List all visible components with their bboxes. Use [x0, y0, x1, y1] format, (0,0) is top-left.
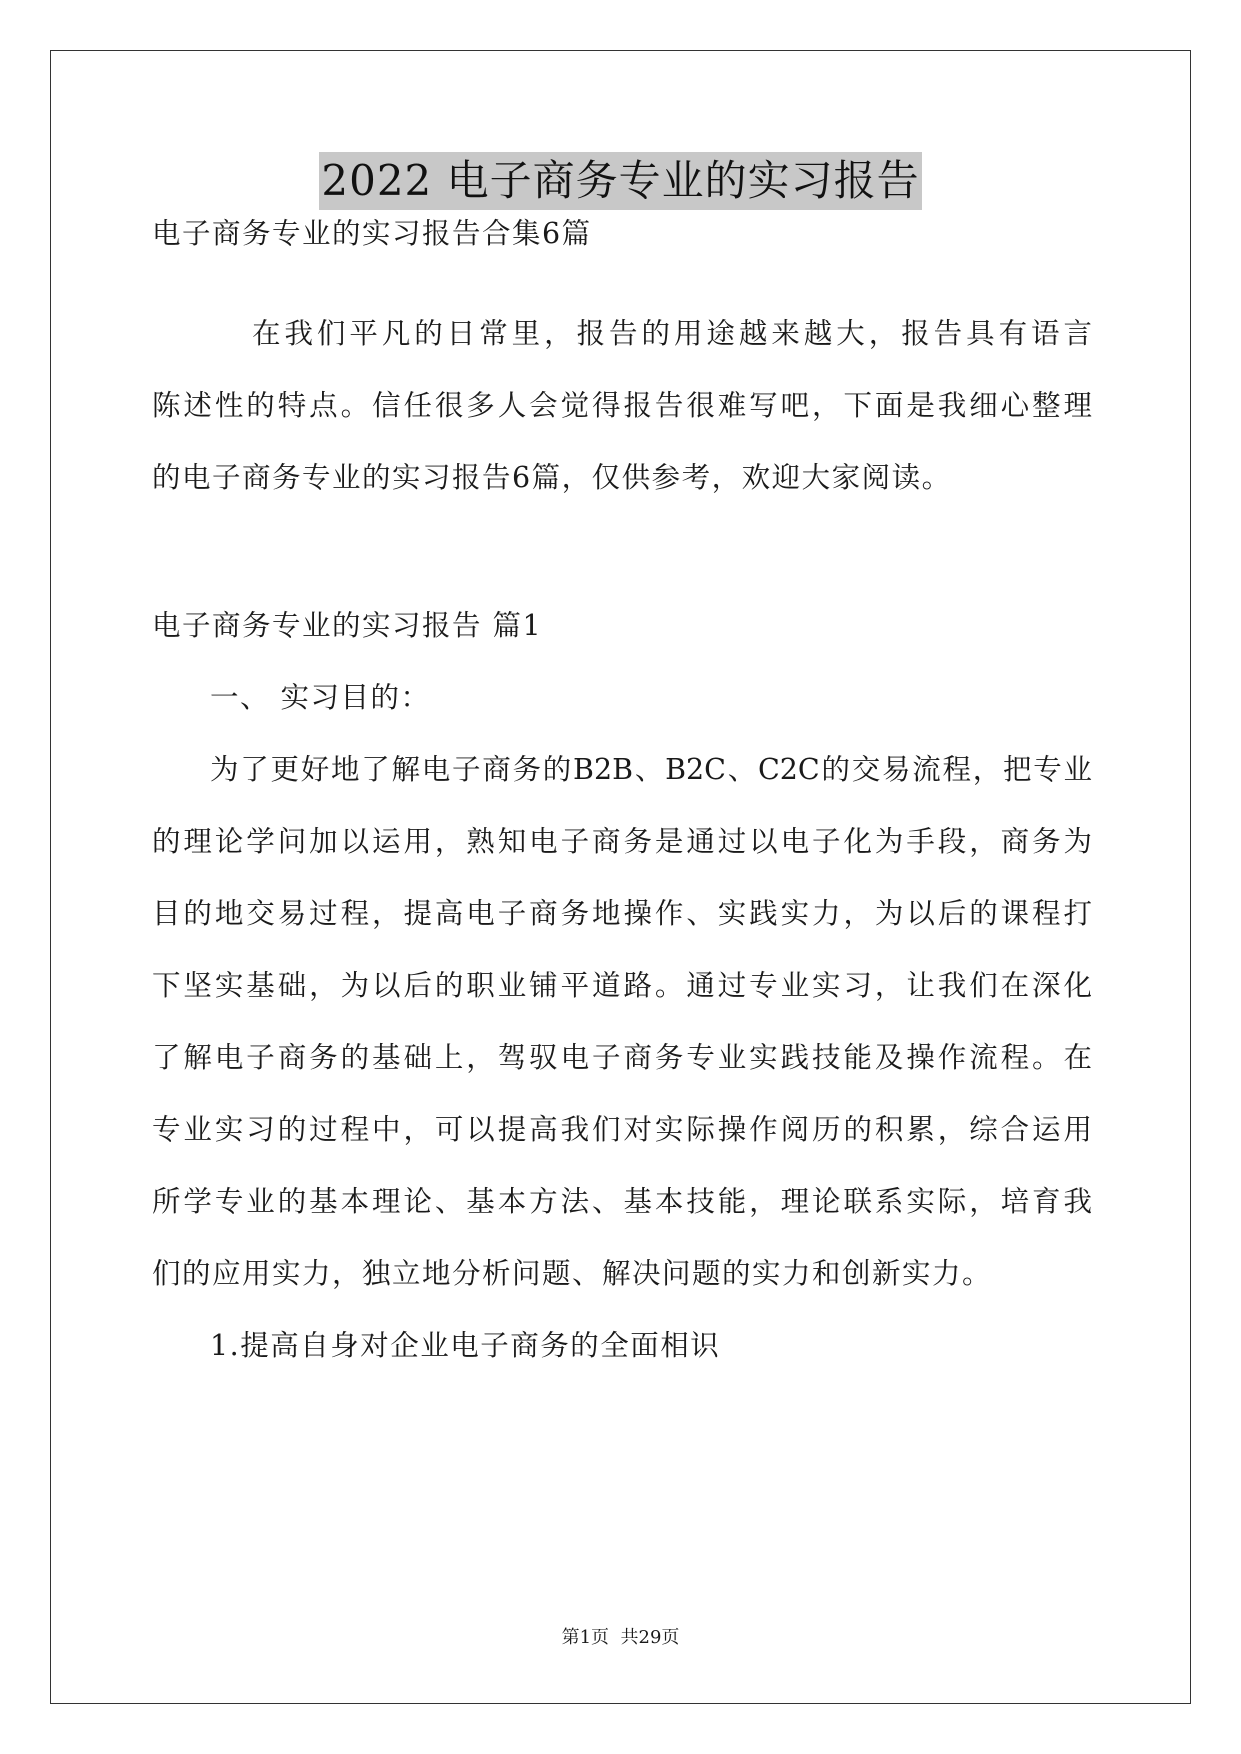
body-line-3: 目的地交易过程，提高电子商务地操作、实践实力，为以后的课程打 — [152, 897, 1092, 930]
body-line-2: 的理论学问加以运用，熟知电子商务是通过以电子化为手段，商务为 — [152, 825, 1092, 858]
body-line-1: 为了更好地了解电子商务的B2B、B2C、C2C的交易流程，把专业 — [210, 753, 1092, 786]
intro-line-2: 陈述性的特点。信任很多人会觉得报告很难写吧，下面是我细心整理 — [152, 389, 1092, 422]
document-title — [0, 152, 1241, 210]
list-item: 1.提高自身对企业电子商务的全面相识 — [210, 1329, 721, 1362]
body-line-8: 们的应用实力，独立地分析问题、解决问题的实力和创新实力。 — [152, 1257, 993, 1290]
subtitle: 电子商务专业的实习报告合集6篇 — [152, 217, 592, 250]
section-heading: 电子商务专业的实习报告 篇1 — [152, 609, 543, 642]
body-line-4: 下坚实基础，为以后的职业铺平道路。通过专业实习，让我们在深化 — [152, 969, 1092, 1002]
body-line-6: 专业实习的过程中，可以提高我们对实际操作阅历的积累，综合运用 — [152, 1113, 1092, 1146]
body-line-7: 所学专业的基本理论、基本方法、基本技能，理论联系实际，培育我 — [152, 1185, 1092, 1218]
page-footer — [0, 1626, 1241, 1650]
title-text: 2022 电子商务专业的实习报告 — [319, 152, 921, 210]
part-heading: 一、 实习目的： — [210, 681, 431, 714]
intro-line-1: 在我们平凡的日常里，报告的用途越来越大，报告具有语言 — [252, 317, 1092, 350]
page-border — [50, 50, 1191, 1704]
intro-line-3: 的电子商务专业的实习报告6篇，仅供参考，欢迎大家阅读。 — [152, 461, 952, 494]
page-number: 第1页 共29页 — [561, 1627, 680, 1648]
body-line-5: 了解电子商务的基础上，驾驭电子商务专业实践技能及操作流程。在 — [152, 1041, 1092, 1074]
